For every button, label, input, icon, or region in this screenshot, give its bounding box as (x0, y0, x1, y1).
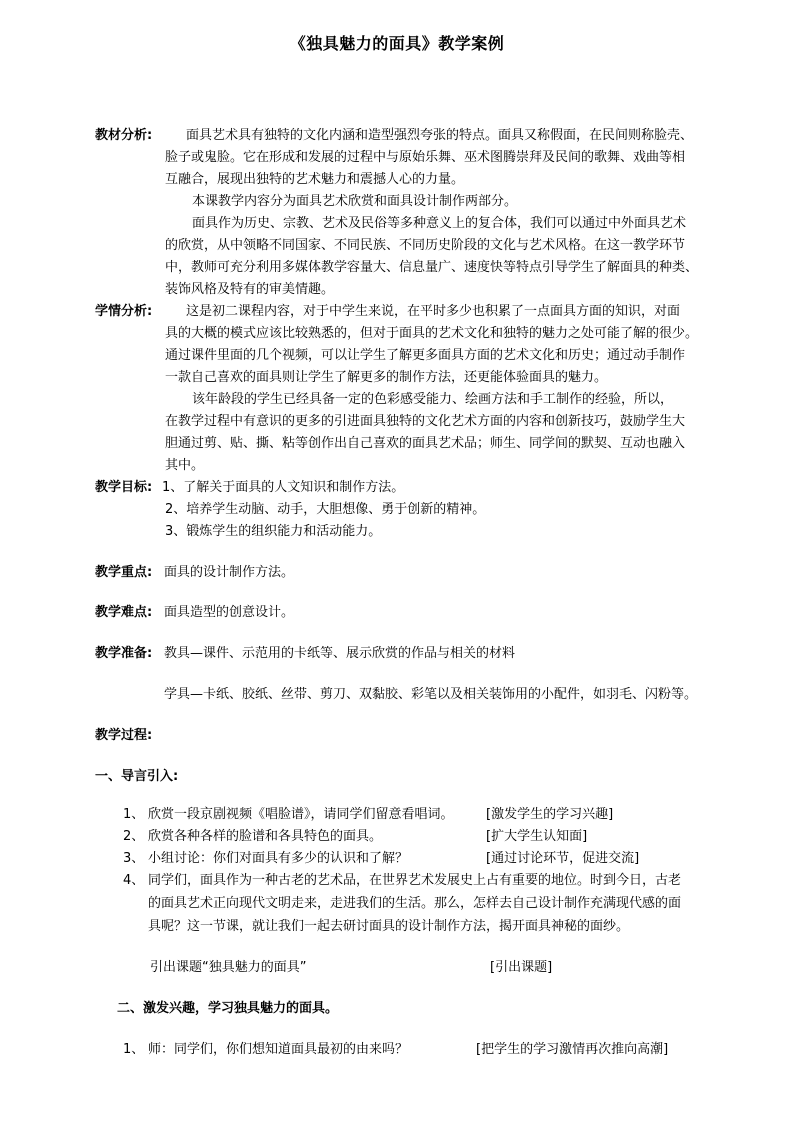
s1-item4-line1: 同学们，面具作为一种古老的艺术品，在世界艺术发展史上占有重要的地位。时到今日，古老 (148, 873, 682, 888)
prep-line2: 学具—卡纸、胶纸、丝带、剪刀、双黏胶、彩笔以及相关装饰用的小配件，如羽毛、闪粉等。 (164, 687, 698, 702)
goal-item-2: 2、培养学生动脑、动手，大胆想像、勇于创新的精神。 (165, 502, 486, 517)
difficulty-text: 面具造型的创意设计。 (164, 605, 295, 620)
prep-line1: 教具—课件、示范用的卡纸等、展示欣赏的作品与相关的材料 (164, 646, 516, 661)
s1-item3-note: [通过讨论环节，促进交流] (486, 851, 640, 866)
students-p2-line2: 在教学过程中有意识的更多的引进面具独特的文化艺术方面的内容和创新技巧，鼓励学生大 (165, 414, 686, 429)
students-p2-line4: 其中。 (165, 458, 205, 473)
students-p1-line4: 一款自己喜欢的面具则让学生了解更多的制作方法，还更能体验面具的魅力。 (165, 370, 608, 385)
s1-topic-text: 引出课题“独具魅力的面具” (150, 960, 307, 975)
s1-item4-line2: 的面具艺术正向现代文明走来，走进我们的生活。那么，怎样去自己设计制作充满现代感的面 (148, 896, 682, 911)
s1-item2-note: [扩大学生认知面] (486, 829, 588, 844)
s2-item1-text: 师：同学们，你们想知道面具最初的由来吗？ (148, 1042, 409, 1057)
analysis-p1-line3: 互融合，展现出独特的艺术魅力和震撼人心的力量。 (165, 172, 465, 187)
analysis-p1-line2: 脸子或鬼脸。它在形成和发展的过程中与原始乐舞、巫术图腾崇拜及民间的歌舞、戏曲等相 (165, 150, 686, 165)
section2-heading: 二、激发兴趣，学习独具魅力的面具。 (117, 1001, 339, 1016)
students-p2-line3: 胆通过剪、贴、撕、粘等创作出自己喜欢的面具艺术品；师生、同学间的默契、互动也融入 (165, 436, 686, 451)
s1-item3-num: 3、 (123, 851, 145, 866)
s1-item1-text: 欣赏一段京剧视频《唱脸谱》，请同学们留意看唱词。 (148, 807, 454, 822)
s1-item1-note: [激发学生的学习兴趣] (486, 807, 614, 822)
analysis-p3-line1: 面具作为历史、宗教、艺术及民俗等多种意义上的复合体，我们可以通过中外面具艺术 (192, 216, 687, 231)
analysis-p3-line2: 的欣赏，从中领略不同国家、不同民族、不同历史阶段的文化与艺术风格。在这一教学环节 (165, 238, 686, 253)
students-p1-line2: 具的大概的模式应该比较熟悉的，但对于面具的艺术文化和独特的魅力之处可能了解的很少。 (165, 326, 699, 341)
prep-label: 教学准备: (95, 646, 153, 661)
analysis-p1-line1: 面具艺术具有独特的文化内涵和造型强烈夸张的特点。面具又称假面，在民间则称脸壳、 (186, 128, 694, 143)
students-p1-line1: 这是初二课程内容，对于中学生来说，在平时多少也积累了一点面具方面的知识，对面 (186, 304, 681, 319)
goal-item-3: 3、锻炼学生的组织能力和活动能力。 (165, 524, 382, 539)
key-label: 教学重点: (95, 565, 153, 580)
s1-item2-text: 欣赏各种各样的脸谱和各具特色的面具。 (148, 829, 383, 844)
goal-item-1: 1、了解关于面具的人文知识和制作方法。 (162, 480, 405, 495)
key-text: 面具的设计制作方法。 (164, 565, 295, 580)
s1-item2-num: 2、 (123, 829, 145, 844)
difficulty-label: 教学难点: (95, 605, 153, 620)
analysis-p3-line4: 装饰风格及特有的审美情趣。 (165, 282, 335, 297)
students-p2-line1: 该年龄段的学生已经具备一定的色彩感受能力、绘画方法和手工制作的经验，所以， (192, 392, 674, 407)
s2-item1-num: 1、 (123, 1042, 145, 1057)
s1-item1-num: 1、 (123, 807, 145, 822)
s1-item4-line3: 具呢？这一节课，就让我们一起去研讨面具的设计制作方法，揭开面具神秘的面纱。 (148, 919, 630, 934)
page-title: 《独具魅力的面具》教学案例 (289, 34, 505, 53)
process-label: 教学过程: (95, 728, 153, 743)
students-label: 学情分析: (95, 304, 153, 319)
s2-item1-note: [把学生的学习激情再次推向高潮] (476, 1042, 669, 1057)
s1-item4-num: 4、 (123, 873, 145, 888)
section1-heading: 一、导言引入: (95, 769, 179, 784)
s1-item3-text: 小组讨论：你们对面具有多少的认识和了解？ (148, 851, 409, 866)
s1-topic-note: [引出课题] (490, 960, 553, 975)
analysis-p2: 本课教学内容分为面具艺术欣赏和面具设计制作两部分。 (192, 194, 518, 209)
analysis-label: 教材分析: (95, 128, 153, 143)
students-p1-line3: 通过课件里面的几个视频，可以让学生了解更多面具方面的艺术文化和历史；通过动手制作 (165, 348, 686, 363)
analysis-p3-line3: 中，教师可充分利用多媒体教学容量大、信息量广、速度快等特点引导学生了解面具的种类、 (165, 260, 699, 275)
goals-label: 教学目标: (95, 480, 153, 495)
